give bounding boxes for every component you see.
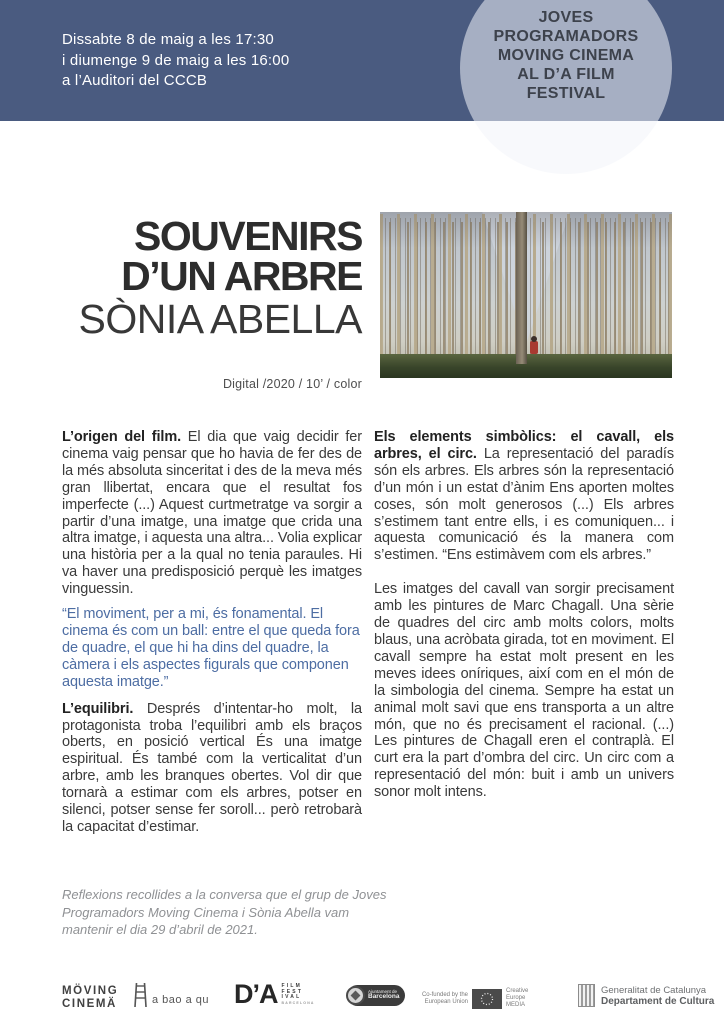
screening-schedule [62, 30, 289, 92]
still-person-in-red [530, 341, 538, 354]
da-logo-city: BARCELONA [281, 1000, 315, 1005]
barcelona-logo-text [368, 989, 399, 999]
paragraph-elements-lead: Els elements simbòlics: el cavall, els arbres, el circ. [374, 429, 674, 462]
eu-creative-line-1: Creative [506, 988, 529, 994]
moving-cinema-line-2: CINEMÄ [62, 998, 117, 1010]
badge-line-1: JOVES [538, 9, 594, 26]
pull-quote: “El moviment, per a mi, és fonamental. El cinema és com un ball: entre el que queda fora de quadre, el que hi ha dins del quadre, la càmera i els aspectes figurals que componen aquesta imatge.” [62, 606, 360, 690]
eu-cofunded-text [416, 992, 468, 1006]
badge-line-5: FESTIVAL [526, 85, 606, 102]
still-person-head [531, 336, 537, 342]
ladder-icon [133, 981, 148, 1009]
conversation-footnote: Reflexions recollides a la conversa que el grup de Joves Programadors Moving Cinema i Sònia Abella vam mantenir el dia 29 d’abril de 2021. [62, 887, 387, 937]
film-technical-details: Digital /2020 / 10’ / color [222, 377, 362, 391]
eu-creative-line-2: Europe [506, 995, 526, 1001]
badge-line-2: PROGRAMADORS [493, 28, 639, 45]
schedule-line-2: i diumenge 9 de maig a les 16:00 [62, 51, 290, 69]
paragraph-chagall: Les imatges del cavall van sorgir precisament amb les pintures de Marc Chagall. Una sèrie de quadres del circ amb molts colors, molts blaus, una acròbata girada, tot en moviment. El cavall sempre ha estat molt present en les meves idees oníriques, així com en el món de la simbologia del cinema. Sempre ha estat un animal molt savi que ens transporta a un altre món, que no és precisament el racional. (...) Les pintures de Chagall eren el contraplà. El curt era la part d’ombra del circ. Un circ com a representació del món: buit i amb un univers sonor molt intens. [374, 581, 674, 801]
title-block [0, 213, 362, 342]
film-title-line-2: D’UN ARBRE [121, 253, 362, 299]
paragraph-elements-simbolics [374, 429, 674, 564]
eu-flag-icon [472, 989, 502, 1009]
paragraph-origen [62, 429, 362, 598]
badge-line-3: MOVING CINEMA [497, 47, 635, 64]
generalitat-text [601, 985, 714, 1007]
da-logo-main: D’A [234, 979, 278, 1009]
schedule-line-1: Dissabte 8 de maig a les 17:30 [62, 31, 274, 48]
senyera-icon [578, 984, 595, 1007]
film-title-line-1: SOUVENIRS [134, 213, 362, 259]
eu-cofunded-line-2: European Union [424, 998, 468, 1005]
director-name: SÒNIA ABELLA [78, 296, 362, 342]
da-film-festival-logo [234, 981, 315, 1007]
generalitat-line-2: Departament de Cultura [601, 995, 715, 1007]
eu-cofunded-line-1: Co-funded by the [421, 991, 468, 998]
a-bao-a-qu-logo [133, 981, 209, 1009]
barcelona-line-2: Barcelona [368, 993, 400, 1000]
paragraph-origen-text: El dia que vaig decidir fer cinema vaig pensar que ho havia de fer des de la més absoluta sinceritat i des de la meva més gran llibertat, encara que el resultat fos imperfecte (...) Aquest curtmetratge va sorgir a partir d’una imatge, una imatge que crida una altra imatge, i aquesta una altra... Volia explicar una història per a la qual no tenia paraules. Hi va haver una predisposició perquè les imatges vinguessin. [62, 429, 362, 598]
paragraph-equilibri [62, 701, 362, 836]
da-logo-film: FILM [281, 983, 302, 989]
da-logo-fest: FEST [281, 988, 304, 995]
festival-badge-text [460, 8, 672, 103]
paragraph-equilibri-text: Després d’intentar-ho molt, la protagonista troba l’equilibri amb els braços oberts, en posició vertical És una imatge espiritual. És també com la verticalitat d’un arbre, amb les branques obertes. Vol dir que tornarà a estimar com els arbres, potser en silenci, potser sense fer soroll... però retrobarà la capacitat d’estimar. [62, 700, 362, 835]
generalitat-catalunya-logo [578, 984, 714, 1007]
barcelona-line-1: Ajuntament de [368, 989, 398, 994]
festival-badge-circle [460, 0, 672, 174]
article-right-column [374, 429, 674, 809]
barcelona-emblem-icon [346, 986, 365, 1005]
paragraph-equilibri-lead: L’equilibri. [62, 700, 134, 717]
eu-creative-line-3: MEDIA [506, 1002, 526, 1008]
da-logo-ival: IVAL [281, 994, 302, 1000]
paragraph-elements-text: La representació del paradís són els arbres. Els arbres són la representació d’un món i un estat d’ànim Ens aporten moltes coses, són molt generosos (...) Els arbres s’estimem tant entre ells, i es comuniquen... i aquesta comunicació és la manera com s’estimen. “Ens estimàvem com els arbres.” [374, 445, 674, 564]
generalitat-line-1: Generalitat de Catalunya [601, 984, 707, 996]
ajuntament-barcelona-logo [347, 985, 405, 1006]
da-logo-stack [282, 981, 315, 1006]
moving-cinema-line-1: MÖVING [62, 985, 119, 997]
film-still-image [380, 212, 672, 378]
paragraph-origen-lead: L’origen del film. [62, 429, 182, 445]
moving-cinema-logo [62, 985, 118, 1011]
article-left-column [62, 429, 362, 844]
badge-line-4: AL D’A FILM [517, 66, 615, 83]
creative-europe-logo [416, 988, 528, 1009]
still-central-tree-trunk [516, 212, 527, 364]
eu-creative-text [506, 988, 528, 1009]
schedule-line-3: a l’Auditori del CCCB [62, 72, 208, 89]
film-title [0, 213, 362, 299]
a-bao-a-qu-label: a bao a qu [152, 994, 209, 1006]
